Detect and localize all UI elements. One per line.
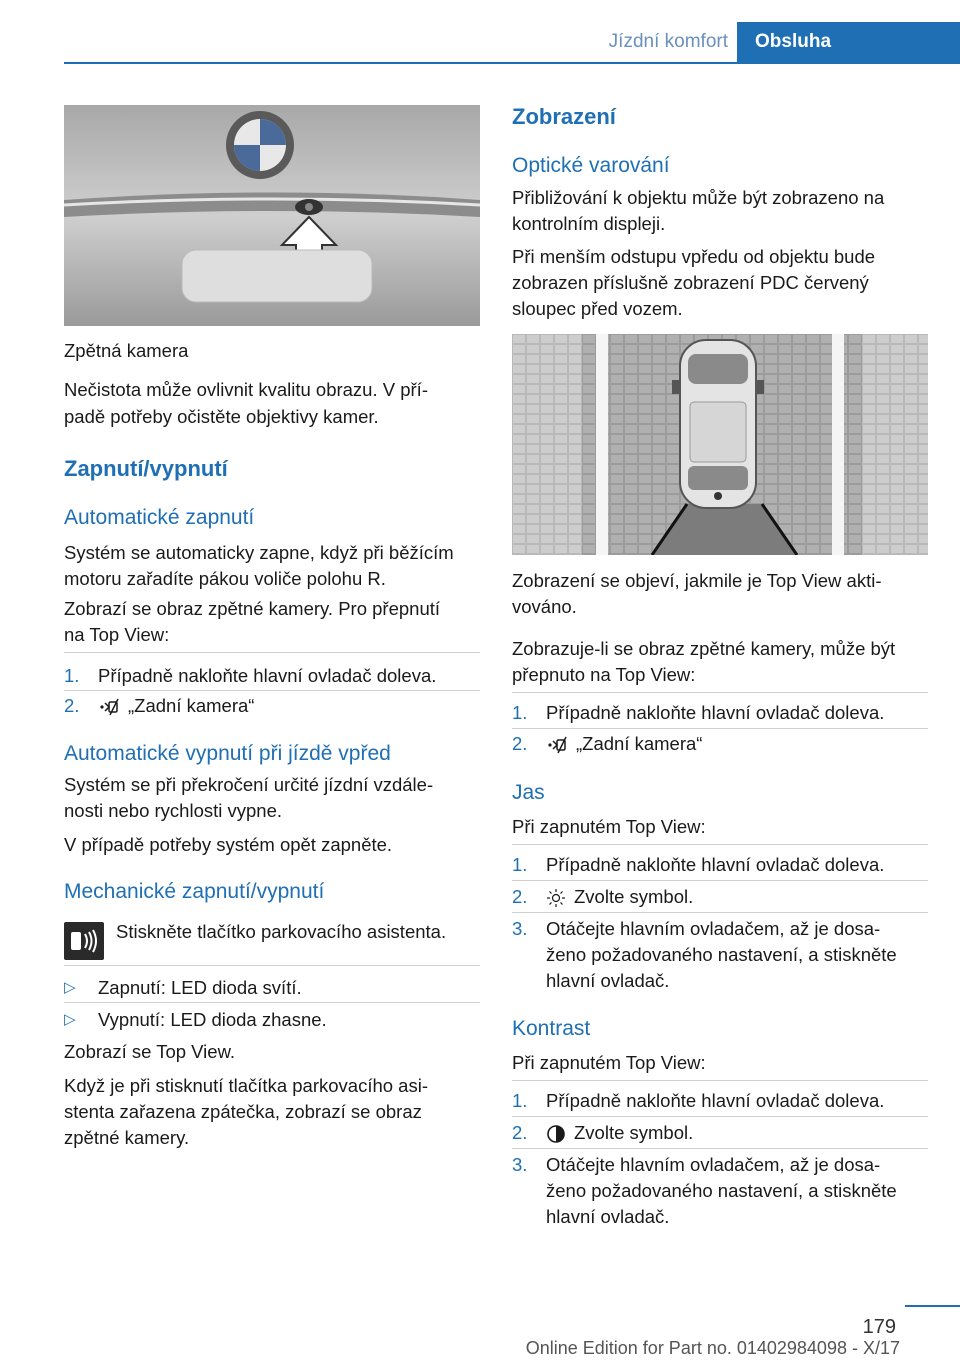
heading-auto-on: Automatické zapnutí: [64, 506, 255, 529]
divider: [512, 1148, 928, 1149]
divider: [512, 912, 928, 913]
paragraph: Zobrazí se Top View.: [64, 1041, 236, 1062]
page-number: 179: [862, 1316, 896, 1338]
list-text: hlavní ovladač.: [546, 1206, 670, 1227]
list-item: [512, 1120, 928, 1146]
header-chapter-tab: Obsluha: [737, 22, 960, 62]
paragraph: kontrolním displeji.: [512, 213, 666, 234]
paragraph: Když je při stisknutí tlačítka parkovacího asi-: [64, 1075, 428, 1096]
heading-optical: Optické varování: [512, 154, 670, 177]
list-text: [546, 1120, 693, 1146]
heading-display: Zobrazení: [512, 104, 616, 129]
list-item: [512, 1152, 928, 1230]
list-number: 1.: [512, 702, 528, 723]
heading-brightness: Jas: [512, 781, 545, 804]
triangle-bullet-icon: ▷: [64, 979, 76, 996]
parking-assistant-button-icon: [64, 922, 104, 960]
list-item: [512, 852, 928, 878]
paragraph: stenta zařazena zpátečka, zobrazí se obraz: [64, 1101, 422, 1122]
paragraph: nosti nebo rychlosti vypne.: [64, 800, 283, 821]
header-section: Jízdní komfort: [608, 31, 728, 52]
list-text: Otáčejte hlavním ovladačem, až je dosa-: [546, 918, 881, 939]
list-number: 2.: [512, 733, 528, 754]
list-text: Případně nakloňte hlavní ovladač doleva.: [98, 665, 437, 686]
footer-rule: [905, 1305, 960, 1307]
list-item: [64, 1007, 480, 1033]
list-text: ženo požadovaného nastavení, a stiskněte: [546, 1180, 897, 1201]
edition-note: Online Edition for Part no. 01402984098 - X/17: [525, 1338, 900, 1358]
paragraph: Při zapnutém Top View:: [512, 1052, 706, 1073]
heading-contrast: Kontrast: [512, 1017, 591, 1040]
divider: [512, 844, 928, 845]
paragraph: Přibližování k objektu může být zobrazeno na: [512, 187, 885, 208]
paragraph: Stiskněte tlačítko parkovacího asistenta.: [116, 921, 447, 942]
paragraph: padě potřeby očistěte objektivy kamer.: [64, 406, 379, 427]
list-text: [546, 731, 702, 757]
divider: [64, 1002, 480, 1003]
list-item: [512, 884, 928, 910]
divider: [64, 690, 480, 691]
list-text: hlavní ovladač.: [546, 970, 670, 991]
triangle-bullet-icon: ▷: [64, 1011, 76, 1028]
paragraph: Při menším odstupu vpředu od objektu bude: [512, 246, 876, 267]
paragraph: V případě potřeby systém opět zapněte.: [64, 834, 393, 855]
list-number: 1.: [64, 665, 80, 686]
divider: [64, 652, 480, 653]
list-text: [546, 884, 693, 910]
list-text: Případně nakloňte hlavní ovladač doleva.: [546, 1090, 885, 1111]
list-item: [512, 1088, 928, 1114]
rear-camera-icon: [546, 735, 568, 755]
list-item: [512, 731, 928, 757]
list-number: 3.: [512, 918, 528, 939]
divider: [512, 1116, 928, 1117]
paragraph: motoru zařadíte pákou voliče polohu R.: [64, 568, 386, 589]
list-number: 2.: [512, 1122, 528, 1143]
paragraph: sloupec před vozem.: [512, 298, 683, 319]
paragraph: Zobrazí se obraz zpětné kamery. Pro přepnutí: [64, 598, 441, 619]
paragraph: přepnuto na Top View:: [512, 664, 696, 685]
list-number: 2.: [512, 886, 528, 907]
figure-caption: vováno.: [512, 596, 577, 617]
list-item: [64, 975, 480, 1001]
divider: [512, 692, 928, 693]
list-number: 1.: [512, 854, 528, 875]
paragraph: zpětné kamery.: [64, 1127, 190, 1148]
list-item: [64, 663, 480, 689]
list-text: Případně nakloňte hlavní ovladač doleva.: [546, 702, 885, 723]
contrast-icon: [546, 1124, 566, 1144]
rear-camera-figure: [64, 105, 480, 326]
list-text: Případně nakloňte hlavní ovladač doleva.: [546, 854, 885, 875]
list-text: Vypnutí: LED dioda zhasne.: [98, 1009, 327, 1030]
rear-camera-icon: [98, 697, 120, 717]
divider: [512, 1080, 928, 1081]
heading-manual: Mechanické zapnutí/vypnutí: [64, 880, 325, 903]
paragraph: Při zapnutém Top View:: [512, 816, 706, 837]
page-header: [0, 0, 960, 62]
list-text: Zapnutí: LED dioda svítí.: [98, 977, 302, 998]
heading-on-off: Zapnutí/vypnutí: [64, 456, 228, 481]
paragraph: zobrazen příslušně zobrazení PDC červený: [512, 272, 869, 293]
paragraph: Systém se při překročení určité jízdní vzdále-: [64, 774, 434, 795]
paragraph: Systém se automaticky zapne, když při běžícím: [64, 542, 454, 563]
paragraph: na Top View:: [64, 624, 170, 645]
divider: [512, 880, 928, 881]
figure-caption: Zobrazení se objeví, jakmile je Top View akti-: [512, 570, 882, 591]
list-number: 1.: [512, 1090, 528, 1111]
divider: [64, 965, 480, 966]
top-view-figure: [512, 334, 928, 555]
paragraph: Zobrazuje-li se obraz zpětné kamery, může být: [512, 638, 896, 659]
list-text: Otáčejte hlavním ovladačem, až je dosa-: [546, 1154, 881, 1175]
list-number: 3.: [512, 1154, 528, 1175]
paragraph: Nečistota může ovlivnit kvalitu obrazu. V pří-: [64, 379, 428, 400]
header-rule: [64, 62, 960, 64]
list-number: 2.: [64, 695, 80, 716]
list-item: [64, 693, 480, 719]
heading-auto-off: Automatické vypnutí při jízdě vpřed: [64, 742, 391, 765]
list-text-label: Zvolte symbol.: [574, 1122, 694, 1143]
list-text: [98, 693, 254, 719]
list-text-label: Zvolte symbol.: [574, 886, 694, 907]
list-text: ženo požadovaného nastavení, a stiskněte: [546, 944, 897, 965]
list-item: [512, 700, 928, 726]
brightness-icon: [546, 888, 566, 908]
list-text-label: „Zadní kamera“: [128, 695, 255, 716]
list-text-label: „Zadní kamera“: [576, 733, 703, 754]
figure-caption: Zpětná kamera: [64, 340, 189, 361]
divider: [512, 728, 928, 729]
list-item: [512, 916, 928, 994]
